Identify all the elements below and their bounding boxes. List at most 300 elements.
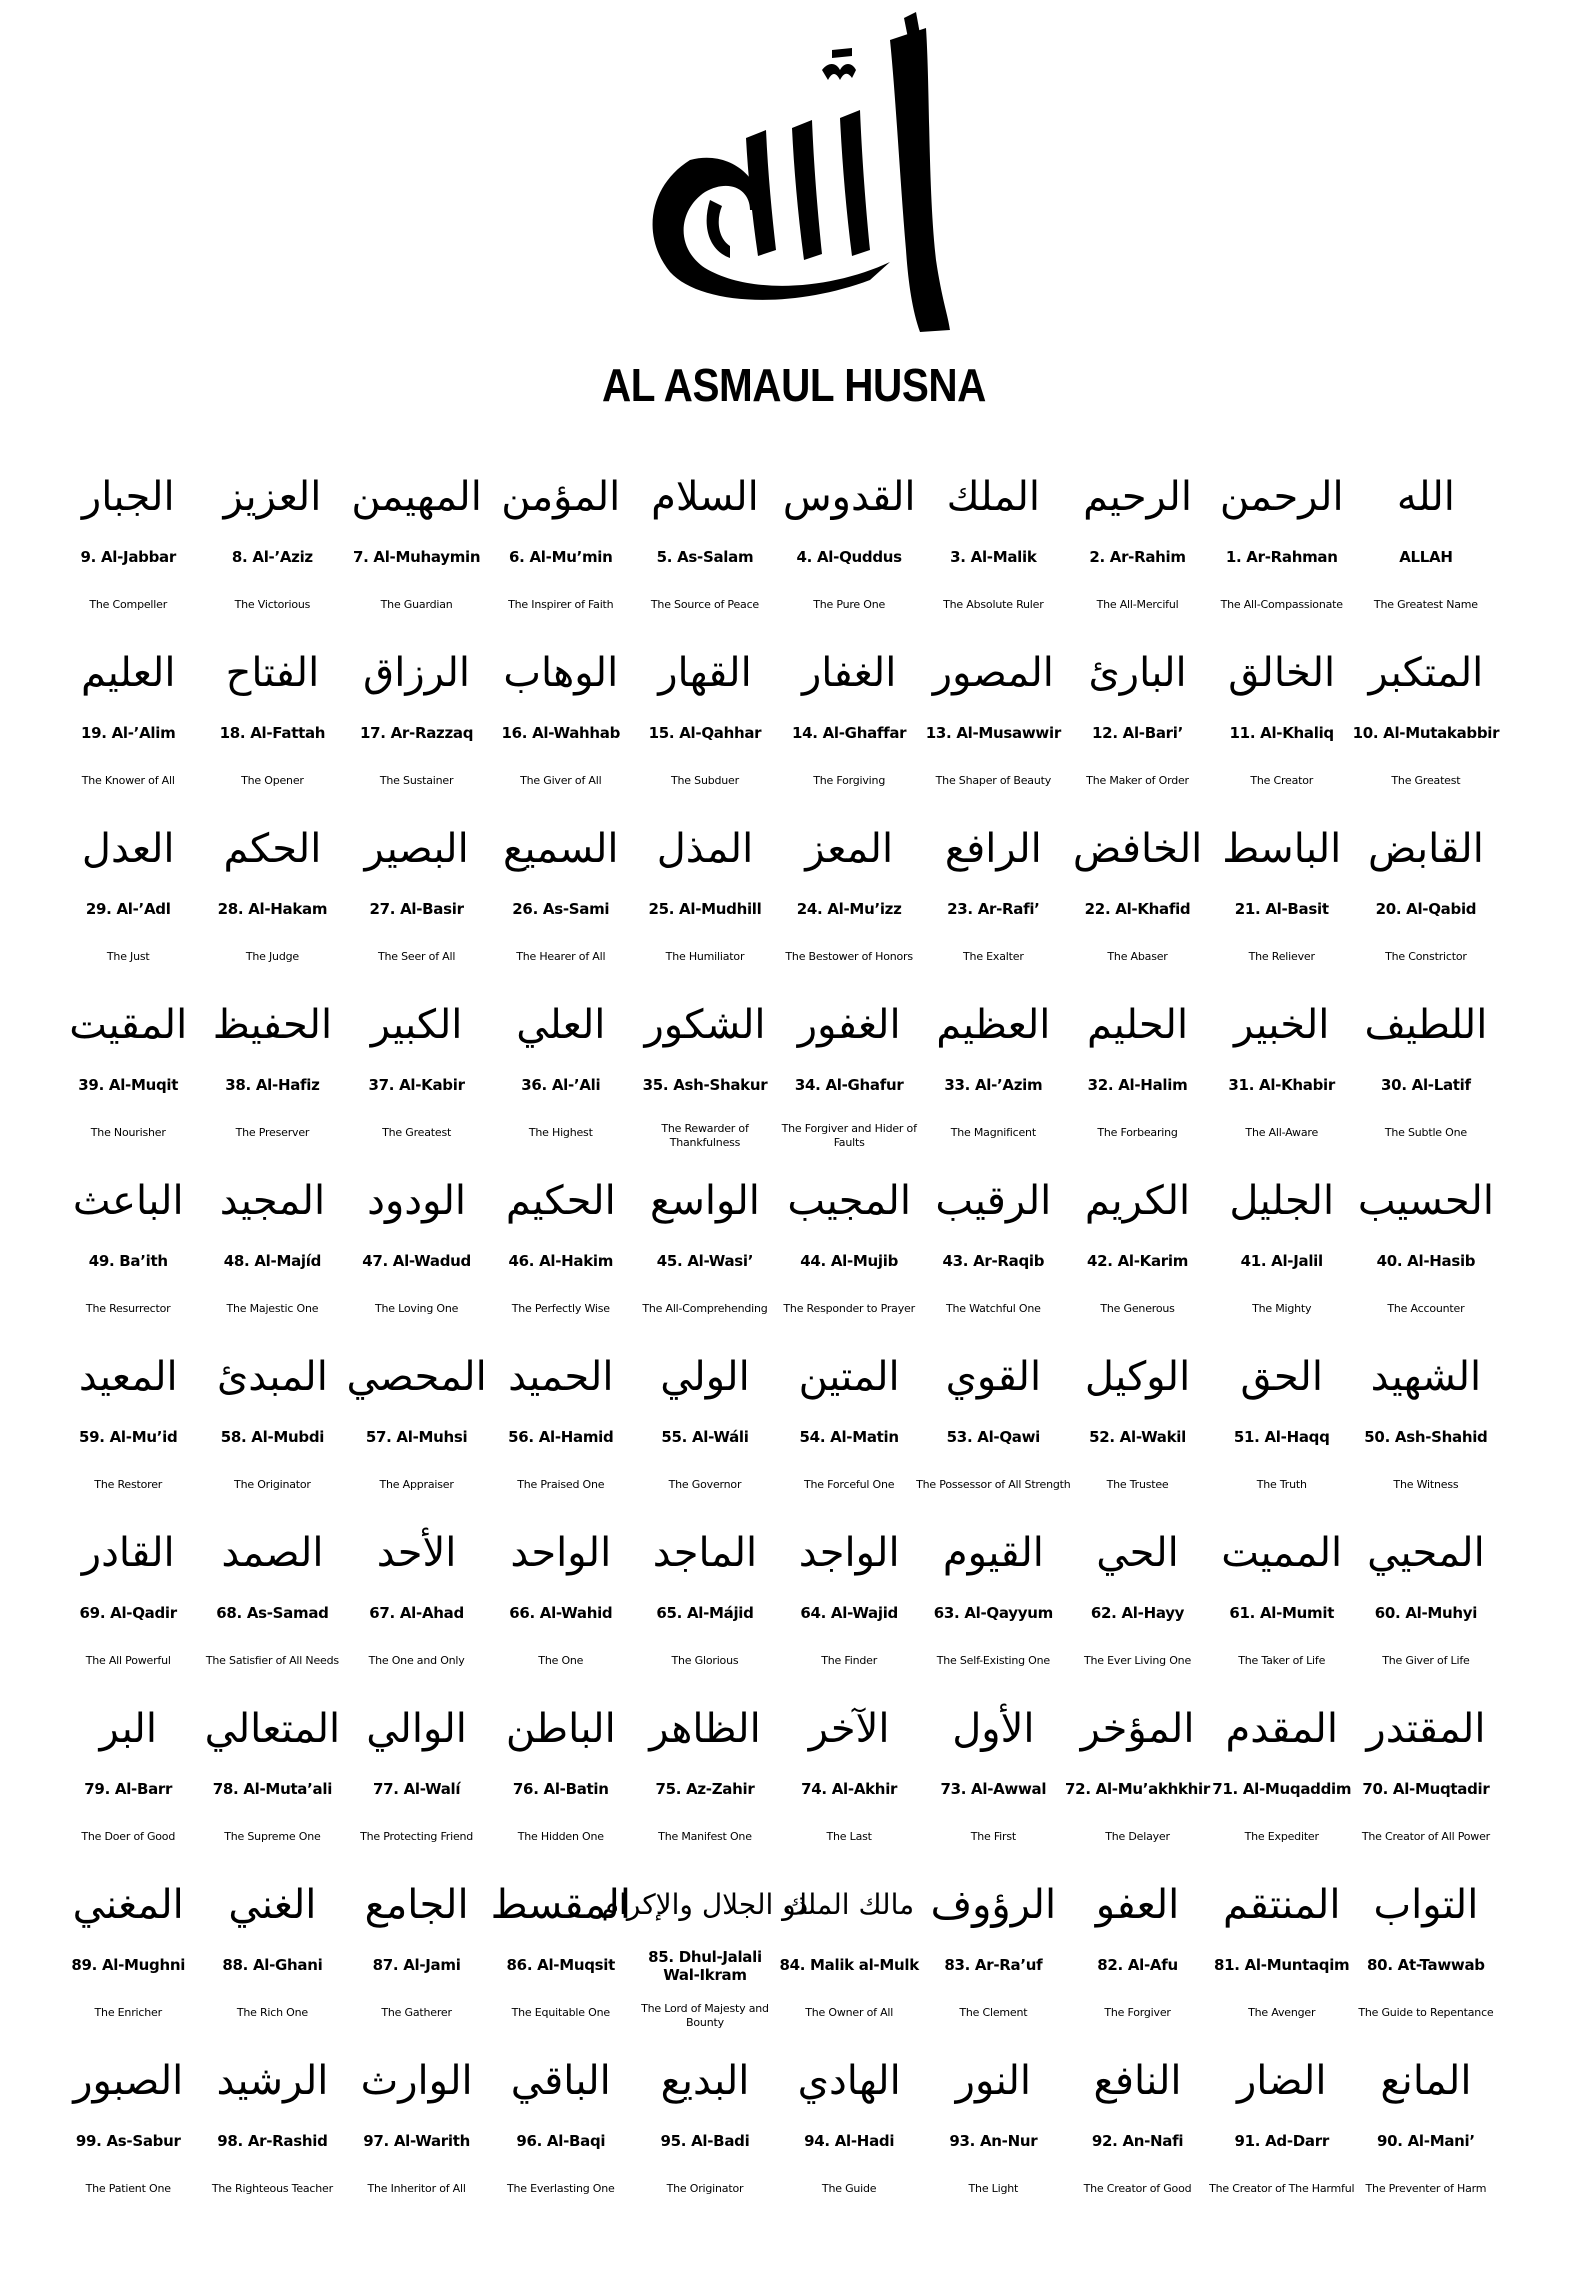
arabic-calligraphy: الرقيب (935, 1178, 1052, 1224)
arabic-calligraphy: القهار (658, 650, 752, 696)
arabic-calligraphy: الوارث (360, 2058, 473, 2104)
arabic-calligraphy: الماجد (652, 1530, 758, 1576)
arabic-calligraphy: ذو الجلال والإكرام (601, 1888, 809, 1921)
name-cell (633, 1152, 777, 1328)
name-cell (921, 800, 1065, 976)
name-meaning: The Witness (1393, 1478, 1459, 1491)
arabic-calligraphy: العظيم (936, 1002, 1051, 1048)
poster-header (0, 0, 1588, 440)
name-cell (1065, 1680, 1209, 1856)
name-transliteration: 20. Al-Qabid (1375, 900, 1477, 918)
arabic-calligraphy: القابض (1367, 826, 1484, 872)
name-transliteration: 85. Dhul-Jalali Wal-Ikram (648, 1948, 762, 1984)
name-cell (56, 2032, 200, 2208)
name-cell (345, 976, 489, 1152)
name-meaning: The Guide (821, 2182, 877, 2195)
name-transliteration: 25. Al-Mudhill (648, 900, 762, 918)
name-cell (633, 1680, 777, 1856)
arabic-calligraphy: الغني (228, 1882, 317, 1928)
name-cell (1354, 1504, 1498, 1680)
name-meaning: The Righteous Teacher (211, 2182, 333, 2195)
name-meaning: The Appraiser (379, 1478, 454, 1491)
name-cell (345, 448, 489, 624)
name-transliteration: 96. Al-Baqi (516, 2132, 606, 2150)
arabic-calligraphy: الرشيد (216, 2058, 329, 2104)
arabic-calligraphy: المغني (72, 1882, 184, 1928)
name-meaning: The Supreme One (224, 1830, 321, 1843)
arabic-calligraphy: الرحمن (1219, 474, 1344, 520)
name-meaning: The Mighty (1252, 1302, 1312, 1315)
name-transliteration: 58. Al-Mubdi (220, 1428, 325, 1446)
arabic-calligraphy: الغفار (801, 650, 897, 696)
name-transliteration: 90. Al-Mani’ (1377, 2132, 1475, 2150)
name-transliteration: 5. As-Salam (656, 548, 754, 566)
name-transliteration: 86. Al-Muqsit (506, 1956, 616, 1974)
name-meaning: The Creator of Good (1083, 2182, 1192, 2195)
name-meaning: The Trustee (1106, 1478, 1169, 1491)
name-transliteration: 15. Al-Qahhar (648, 724, 762, 742)
name-cell (1065, 976, 1209, 1152)
arabic-calligraphy: المقسط (490, 1882, 631, 1928)
name-transliteration: 64. Al-Wajid (800, 1604, 898, 1622)
name-cell (200, 1504, 344, 1680)
arabic-calligraphy: المعيد (78, 1354, 178, 1400)
name-cell (1354, 624, 1498, 800)
arabic-calligraphy: الآخر (808, 1706, 890, 1752)
name-transliteration: 45. Al-Wasi’ (656, 1252, 754, 1270)
name-transliteration: 41. Al-Jalil (1240, 1252, 1323, 1270)
name-cell (777, 1328, 921, 1504)
name-cell (489, 1504, 633, 1680)
name-transliteration: 36. Al-’Ali (521, 1076, 601, 1094)
arabic-calligraphy: المبدئ (217, 1354, 328, 1400)
name-cell (777, 2032, 921, 2208)
arabic-calligraphy: الهادي (797, 2058, 901, 2104)
name-cell (489, 1328, 633, 1504)
name-meaning: The Pure One (813, 598, 886, 611)
name-transliteration: 33. Al-’Azim (944, 1076, 1043, 1094)
name-cell (921, 1680, 1065, 1856)
name-transliteration: 47. Al-Wadud (362, 1252, 471, 1270)
name-transliteration: 68. As-Samad (216, 1604, 329, 1622)
name-meaning: The Everlasting One (506, 2182, 615, 2195)
name-transliteration: 2. Ar-Rahim (1089, 548, 1186, 566)
name-meaning: The Constrictor (1385, 950, 1467, 963)
arabic-calligraphy: التواب (1373, 1882, 1479, 1928)
name-transliteration: 13. Al-Musawwir (925, 724, 1061, 742)
name-meaning: The First (970, 1830, 1016, 1843)
arabic-calligraphy: المتعالي (204, 1706, 341, 1752)
name-cell (633, 1504, 777, 1680)
name-transliteration: 61. Al-Mumit (1229, 1604, 1335, 1622)
name-cell (1354, 1680, 1498, 1856)
name-meaning: The Creator (1250, 774, 1314, 787)
name-meaning: The Forgiver and Hider of Faults (781, 1122, 917, 1149)
name-cell (1210, 624, 1354, 800)
arabic-calligraphy: المؤمن (501, 474, 621, 520)
name-transliteration: 70. Al-Muqtadir (1362, 1780, 1490, 1798)
name-transliteration: 43. Ar-Raqib (942, 1252, 1045, 1270)
name-meaning: The Patient One (85, 2182, 171, 2195)
name-cell (921, 2032, 1065, 2208)
name-meaning: The Highest (528, 1126, 593, 1139)
arabic-calligraphy: الظاهر (649, 1706, 761, 1752)
arabic-calligraphy: الخبير (1234, 1002, 1330, 1048)
name-meaning: The Delayer (1105, 1830, 1170, 1843)
arabic-calligraphy: الرؤوف (930, 1882, 1057, 1928)
name-cell (916, 1328, 1071, 1504)
name-cell (1065, 1328, 1209, 1504)
page-title: AL ASMAUL HUSNA (602, 359, 986, 411)
arabic-calligraphy: البصير (364, 826, 469, 872)
name-cell (1210, 1680, 1354, 1856)
name-transliteration: 16. Al-Wahhab (501, 724, 621, 742)
name-cell (1210, 2032, 1354, 2208)
name-meaning: The Magnificent (950, 1126, 1036, 1139)
arabic-calligraphy: الواحد (510, 1530, 612, 1576)
name-meaning: The Resurrector (85, 1302, 171, 1315)
name-transliteration: 23. Ar-Rafi’ (947, 900, 1040, 918)
arabic-calligraphy: الأول (952, 1706, 1035, 1752)
name-transliteration: 95. Al-Badi (660, 2132, 750, 2150)
arabic-calligraphy: الله (1396, 474, 1455, 520)
name-transliteration: 67. Al-Ahad (369, 1604, 464, 1622)
arabic-calligraphy: الولي (660, 1354, 750, 1400)
name-transliteration: 10. Al-Mutakabbir (1352, 724, 1500, 742)
arabic-calligraphy: المحصي (346, 1354, 487, 1400)
name-cell (56, 624, 200, 800)
name-transliteration: ALLAH (1399, 548, 1453, 566)
name-meaning: The Seer of All (377, 950, 456, 963)
name-meaning: The Last (826, 1830, 872, 1843)
name-transliteration: 56. Al-Hamid (508, 1428, 614, 1446)
name-transliteration: 46. Al-Hakim (508, 1252, 614, 1270)
name-meaning: The Gatherer (381, 2006, 452, 2019)
name-meaning: The Watchful One (945, 1302, 1041, 1315)
name-cell (633, 624, 777, 800)
name-meaning: The Satisfier of All Needs (205, 1654, 339, 1667)
name-transliteration: 98. Ar-Rashid (217, 2132, 328, 2150)
name-meaning: The All-Aware (1245, 1126, 1319, 1139)
arabic-calligraphy: العليم (80, 650, 176, 696)
arabic-calligraphy: الودود (367, 1178, 467, 1224)
name-cell (489, 624, 633, 800)
name-transliteration: 91. Ad-Darr (1234, 2132, 1329, 2150)
arabic-calligraphy: الغفور (797, 1002, 901, 1048)
name-cell (777, 1152, 921, 1328)
arabic-calligraphy: الحليم (1087, 1002, 1189, 1048)
name-meaning: The Giver of All (520, 774, 602, 787)
arabic-calligraphy: المؤخر (1080, 1706, 1195, 1752)
name-cell (345, 2032, 489, 2208)
arabic-calligraphy: المحيي (1367, 1530, 1485, 1576)
name-meaning: The Originator (234, 1478, 311, 1491)
name-meaning: The Sustainer (379, 774, 454, 787)
arabic-calligraphy: المقدم (1225, 1706, 1338, 1752)
arabic-calligraphy: الفتاح (225, 650, 320, 696)
name-cell (489, 1152, 633, 1328)
name-meaning: The Preserver (235, 1126, 310, 1139)
name-meaning: The Possessor of All Strength (916, 1478, 1071, 1491)
name-meaning: The All Powerful (85, 1654, 171, 1667)
name-transliteration: 49. Ba’ith (88, 1252, 168, 1270)
name-transliteration: 77. Al-Walí (372, 1780, 461, 1798)
name-cell (777, 800, 921, 976)
name-transliteration: 44. Al-Mujib (800, 1252, 899, 1270)
name-transliteration: 3. Al-Malik (950, 548, 1037, 566)
name-cell (489, 2032, 633, 2208)
name-transliteration: 7. Al-Muhaymin (352, 548, 481, 566)
name-cell (56, 1504, 200, 1680)
name-transliteration: 30. Al-Latif (1381, 1076, 1471, 1094)
name-transliteration: 75. Az-Zahir (655, 1780, 755, 1798)
name-transliteration: 51. Al-Haqq (1233, 1428, 1330, 1446)
name-transliteration: 76. Al-Batin (512, 1780, 609, 1798)
name-transliteration: 37. Al-Kabir (368, 1076, 465, 1094)
name-meaning: The Equitable One (511, 2006, 610, 2019)
arabic-calligraphy: الرحيم (1083, 474, 1192, 520)
name-transliteration: 18. Al-Fattah (219, 724, 326, 742)
name-transliteration: 81. Al-Muntaqim (1214, 1956, 1350, 1974)
arabic-calligraphy: الجليل (1229, 1178, 1335, 1224)
name-meaning: The Bestower of Honors (785, 950, 913, 963)
arabic-calligraphy: الحي (1096, 1530, 1179, 1576)
name-meaning: The Shaper of Beauty (935, 774, 1052, 787)
name-cell (777, 1856, 921, 2032)
name-meaning: The One and Only (368, 1654, 465, 1667)
name-cell (1065, 2032, 1209, 2208)
name-cell (345, 1152, 489, 1328)
name-cell (1210, 1856, 1354, 2032)
name-cell (345, 1504, 489, 1680)
name-meaning: The Praised One (517, 1478, 605, 1491)
name-cell (489, 1680, 633, 1856)
name-meaning: The Just (106, 950, 150, 963)
arabic-calligraphy: المجيب (787, 1178, 911, 1224)
name-transliteration: 38. Al-Hafiz (225, 1076, 320, 1094)
name-transliteration: 63. Al-Qayyum (933, 1604, 1053, 1622)
name-cell (1354, 2032, 1498, 2208)
name-cell (200, 624, 344, 800)
name-transliteration: 72. Al-Mu’akhkhir (1065, 1780, 1210, 1798)
name-meaning: The Manifest One (658, 1830, 752, 1843)
arabic-calligraphy: الباعث (72, 1178, 184, 1224)
name-meaning: The Forgiver (1104, 2006, 1171, 2019)
name-cell (345, 624, 489, 800)
name-meaning: The Inheritor of All (367, 2182, 466, 2195)
name-transliteration: 60. Al-Muhyi (1374, 1604, 1478, 1622)
name-cell (1065, 1856, 1209, 2032)
name-meaning: The Creator of All Power (1361, 1830, 1490, 1843)
name-meaning: The Rich One (236, 2006, 308, 2019)
arabic-calligraphy: الجامع (364, 1882, 469, 1928)
arabic-calligraphy: الملك (946, 474, 1041, 520)
name-meaning: The Preventer of Harm (1365, 2182, 1487, 2195)
name-cell (777, 624, 921, 800)
name-transliteration: 4. Al-Quddus (796, 548, 902, 566)
name-cell (777, 976, 921, 1152)
name-transliteration: 39. Al-Muqit (78, 1076, 179, 1094)
name-cell (601, 1856, 809, 2032)
name-meaning: The Guardian (380, 598, 453, 611)
name-cell (56, 1328, 200, 1504)
name-meaning: The Governor (668, 1478, 742, 1491)
name-transliteration: 19. Al-’Alim (81, 724, 176, 742)
name-transliteration: 66. Al-Wahid (509, 1604, 613, 1622)
name-transliteration: 82. Al-Afu (1097, 1956, 1178, 1974)
name-transliteration: 14. Al-Ghaffar (792, 724, 907, 742)
name-meaning: The Enricher (94, 2006, 162, 2019)
name-transliteration: 17. Ar-Razzaq (360, 724, 474, 742)
name-meaning: The Subduer (671, 774, 739, 787)
arabic-calligraphy: النافع (1093, 2058, 1182, 2104)
name-transliteration: 8. Al-’Aziz (231, 548, 313, 566)
name-transliteration: 97. Al-Warith (363, 2132, 470, 2150)
name-meaning: The Hearer of All (516, 950, 606, 963)
name-cell (56, 800, 200, 976)
name-meaning: The Truth (1256, 1478, 1307, 1491)
name-meaning: The Inspirer of Faith (508, 598, 614, 611)
name-cell (1210, 1328, 1354, 1504)
allah-calligraphy-logo (590, 10, 1010, 340)
arabic-calligraphy: السميع (503, 826, 619, 872)
name-transliteration: 11. Al-Khaliq (1229, 724, 1334, 742)
arabic-calligraphy: الحميد (508, 1354, 614, 1400)
arabic-calligraphy: الباسط (1222, 826, 1342, 872)
name-cell (921, 1856, 1065, 2032)
name-transliteration: 28. Al-Hakam (217, 900, 328, 918)
name-cell (777, 448, 921, 624)
name-cell (1354, 976, 1498, 1152)
name-meaning: The All-Comprehending (642, 1302, 768, 1315)
name-meaning: The Exalter (963, 950, 1024, 963)
name-cell (1354, 1856, 1498, 2032)
arabic-calligraphy: السلام (651, 474, 759, 520)
arabic-calligraphy: الخالق (1228, 650, 1336, 696)
name-cell (921, 448, 1065, 624)
name-meaning: The Greatest (382, 1126, 452, 1139)
arabic-calligraphy: العدل (81, 826, 175, 872)
arabic-calligraphy: اللطيف (1364, 1002, 1488, 1048)
name-cell (777, 1504, 921, 1680)
name-cell (1354, 448, 1498, 624)
arabic-calligraphy: الحق (1240, 1354, 1323, 1400)
name-meaning: The Absolute Ruler (943, 598, 1044, 611)
name-transliteration: 89. Al-Mughni (71, 1956, 186, 1974)
name-meaning: The Subtle One (1384, 1126, 1467, 1139)
name-cell (56, 1856, 200, 2032)
name-cell (921, 976, 1065, 1152)
name-transliteration: 55. Al-Wáli (661, 1428, 749, 1446)
arabic-calligraphy: الأحد (376, 1530, 457, 1576)
arabic-calligraphy: الوهاب (503, 650, 619, 696)
name-cell (1210, 448, 1354, 624)
name-transliteration: 74. Al-Akhir (801, 1780, 898, 1798)
name-meaning: The Responder to Prayer (783, 1302, 915, 1315)
name-transliteration: 42. Al-Karim (1086, 1252, 1189, 1270)
name-meaning: The Restorer (94, 1478, 163, 1491)
arabic-calligraphy: الباقي (510, 2058, 611, 2104)
name-cell (1354, 1328, 1498, 1504)
name-transliteration: 65. Al-Májid (656, 1604, 754, 1622)
name-meaning: The Protecting Friend (360, 1830, 474, 1843)
arabic-calligraphy: المقتدر (1366, 1706, 1486, 1752)
arabic-calligraphy: القدوس (782, 474, 916, 520)
name-transliteration: 35. Ash-Shakur (642, 1076, 768, 1094)
name-meaning: The Expediter (1244, 1830, 1319, 1843)
name-transliteration: 50. Ash-Shahid (1364, 1428, 1488, 1446)
arabic-calligraphy: الخافض (1072, 826, 1203, 872)
name-cell (633, 976, 777, 1152)
arabic-calligraphy: المجيد (219, 1178, 326, 1224)
name-meaning: The Maker of Order (1086, 774, 1189, 787)
arabic-calligraphy: البارئ (1088, 650, 1187, 696)
name-meaning: The Taker of Life (1238, 1654, 1326, 1667)
name-cell (489, 976, 633, 1152)
arabic-calligraphy: العلي (516, 1002, 606, 1048)
arabic-calligraphy: العزيز (223, 474, 322, 520)
name-meaning: The All-Merciful (1096, 598, 1179, 611)
name-meaning: The One (538, 1654, 584, 1667)
name-meaning: The Forbearing (1097, 1126, 1178, 1139)
name-cell (1065, 624, 1209, 800)
name-meaning: The Greatest (1391, 774, 1461, 787)
name-cell (633, 1328, 777, 1504)
name-meaning: The Generous (1100, 1302, 1175, 1315)
name-transliteration: 99. As-Sabur (75, 2132, 181, 2150)
name-transliteration: 32. Al-Halim (1087, 1076, 1188, 1094)
name-meaning: The Avenger (1248, 2006, 1316, 2019)
arabic-calligraphy: الباطن (505, 1706, 616, 1752)
arabic-calligraphy: البديع (660, 2058, 750, 2104)
name-cell (56, 1680, 200, 1856)
name-meaning: The Originator (666, 2182, 744, 2195)
arabic-calligraphy: المعز (805, 826, 894, 872)
name-cell (921, 624, 1065, 800)
arabic-calligraphy: الكريم (1084, 1178, 1191, 1224)
arabic-calligraphy: الحكم (223, 826, 322, 872)
name-meaning: The Source of Peace (650, 598, 760, 611)
name-cell (1210, 976, 1354, 1152)
name-meaning: The Perfectly Wise (511, 1302, 610, 1315)
name-cell (1065, 1152, 1209, 1328)
name-cell (489, 800, 633, 976)
name-transliteration: 54. Al-Matin (799, 1428, 899, 1446)
name-cell (633, 448, 777, 624)
arabic-calligraphy: الرزاق (363, 650, 471, 696)
name-meaning: The Rewarder of Thankfulness (661, 1122, 749, 1149)
name-meaning: The Abaser (1107, 950, 1168, 963)
name-meaning: The All-Compassionate (1220, 598, 1343, 611)
name-cell (633, 800, 777, 976)
name-cell (777, 1680, 921, 1856)
name-cell (1354, 800, 1498, 976)
name-cell (345, 1856, 489, 2032)
arabic-calligraphy: الحكيم (505, 1178, 616, 1224)
name-meaning: The Guide to Repentance (1358, 2006, 1494, 2019)
name-meaning: The Creator of The Harmful (1209, 2182, 1355, 2195)
arabic-calligraphy: العفو (1095, 1882, 1180, 1928)
name-transliteration: 22. Al-Khafid (1084, 900, 1191, 918)
name-transliteration: 6. Al-Mu’min (509, 548, 613, 566)
name-meaning: The Light (968, 2182, 1019, 2195)
arabic-calligraphy: النور (955, 2058, 1032, 2104)
name-cell (56, 1152, 200, 1328)
name-meaning: The Giver of Life (1382, 1654, 1470, 1667)
name-cell (345, 1328, 489, 1504)
name-meaning: The Nourisher (90, 1126, 166, 1139)
name-meaning: The Opener (241, 774, 304, 787)
